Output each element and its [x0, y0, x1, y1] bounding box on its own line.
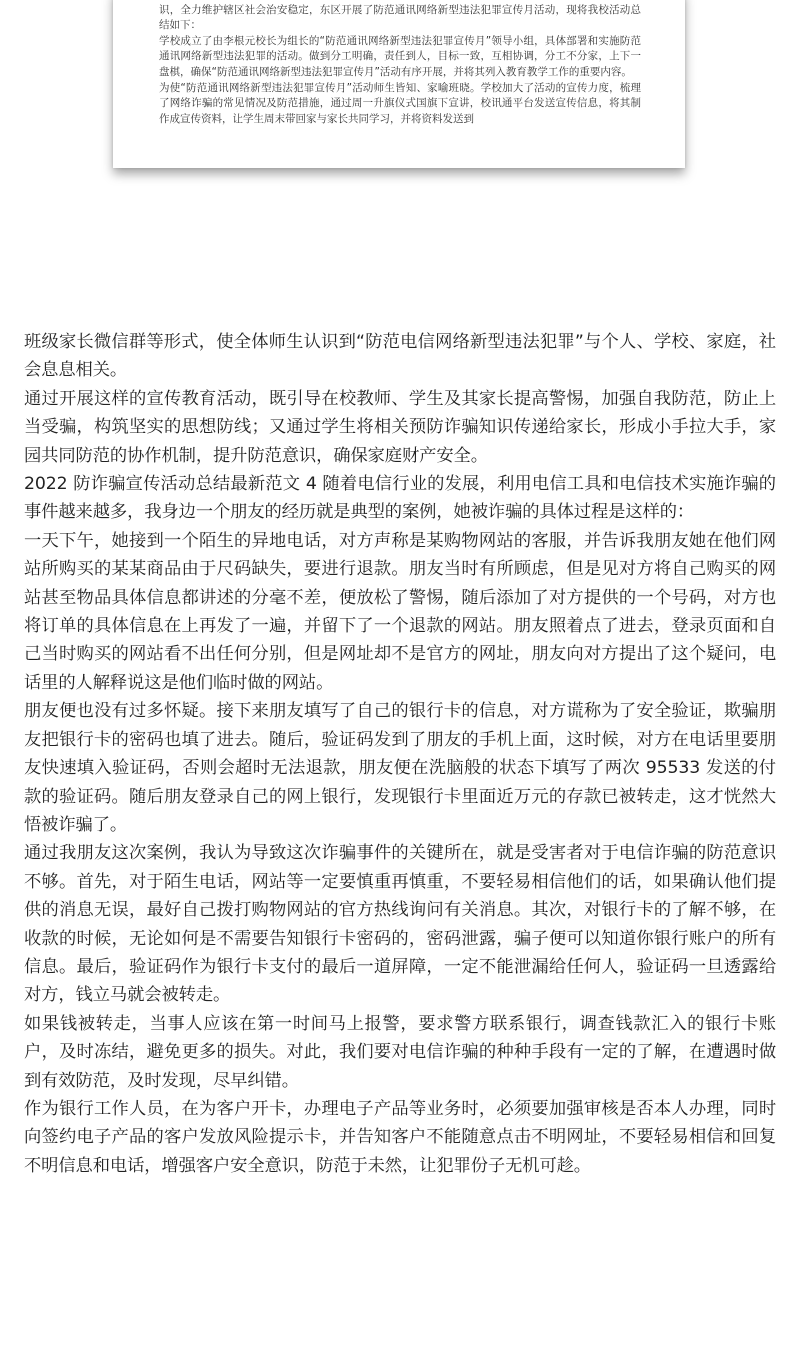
preview-paragraph: 为使“防范通讯网络新型违法犯罪宣传月”活动师生皆知、家喻班晓。学校加大了活动的宣传力度，梳理了网络诈骗的常见情况及防范措施，通过周一升旗仪式国旗下宣讲，校讯通平台发送宣传信息，将其制作成宣传资料，让学生周末带回家与家长共同学习，并将资料发送到 [159, 81, 641, 125]
document-body [24, 328, 776, 1180]
body-paragraph: 如果钱被转走，当事人应该在第一时间马上报警，要求警方联系银行，调查钱款汇入的银行卡账户，及时冻结，避免更多的损失。对此，我们要对电信诈骗的种种手段有一定的了解，在遭遇时做到有效防范，及时发现，尽早纠错。 [24, 1013, 776, 1091]
body-paragraph: 作为银行工作人员，在为客户开卡，办理电子产品等业务时，必须要加强审核是否本人办理，同时向签约电子产品的客户发放风险提示卡，并告知客户不能随意点击不明网址，不要轻易相信和回复不明信息和电话，增强客户安全意识，防范于未然，让犯罪份子无机可趁。 [24, 1098, 776, 1176]
preview-paragraph: 学校成立了由李根元校长为组长的“防范通讯网络新型违法犯罪宣传月”领导小组，具体部署和实施防范通讯网络新型违法犯罪的活动。做到分工明确，责任到人，目标一致，互相协调，分工不分家，上下一盘棋，确保“防范通讯网络新型违法犯罪宣传月”活动有序开展，并将其列入教育教学工作的重要内容。 [159, 34, 641, 78]
body-paragraph: 通过我朋友这次案例，我认为导致这次诈骗事件的关键所在，就是受害者对于电信诈骗的防范意识不够。首先，对于陌生电话，网站等一定要慎重再慎重，不要轻易相信他们的话，如果确认他们提供的消息无误，最好自己拨打购物网站的官方热线询问有关消息。其次，对银行卡的了解不够，在收款的时候，无论如何是不需要告知银行卡密码的，密码泄露，骗子便可以知道你银行账户的所有信息。最后，验证码作为银行卡支付的最后一道屏障，一定不能泄漏给任何人，验证码一旦透露给对方，钱立马就会被转走。 [24, 843, 776, 1006]
preview-paragraph: 识，全力维护辖区社会治安稳定，东区开展了防范通讯网络新型违法犯罪宣传月活动，现将我校活动总结如下： [159, 3, 641, 32]
body-paragraph: 一天下午，她接到一个陌生的异地电话，对方声称是某购物网站的客服，并告诉我朋友她在他们网站所购买的某某商品由于尺码缺失，要进行退款。朋友当时有所顾虑，但是见对方将自己购买的网站甚至物品具体信息都讲述的分毫不差，便放松了警惕，随后添加了对方提供的一个号码，对方也将订单的具体信息在上再发了一遍，并留下了一个退款的网站。朋友照着点了进去，登录页面和自己当时购买的网站看不出任何分别，但是网址却不是官方的网址，朋友向对方提出了这个疑问，电话里的人解释说这是他们临时做的网站。 [24, 530, 776, 693]
body-paragraph: 2022 防诈骗宣传活动总结最新范文 4 随着电信行业的发展，利用电信工具和电信技术实施诈骗的事件越来越多，我身边一个朋友的经历就是典型的案例，她被诈骗的具体过程是这样的： [24, 474, 776, 523]
body-paragraph: 班级家长微信群等形式，使全体师生认识到“防范电信网络新型违法犯罪”与个人、学校、家庭，社会息息相关。 [24, 332, 776, 381]
body-paragraph: 朋友便也没有过多怀疑。接下来朋友填写了自己的银行卡的信息，对方谎称为了安全验证，欺骗朋友把银行卡的密码也填了进去。随后，验证码发到了朋友的手机上面，这时候，对方在电话里要朋友快速填入验证码，否则会超时无法退款，朋友便在洗脑般的状态下填写了两次 95533 发送的付款的验证码。随后朋友登录自己的网上银行，发现银行卡里面近万元的存款已被转走，这才恍然大悟被诈骗了。 [24, 701, 776, 835]
body-paragraph: 通过开展这样的宣传教育活动，既引导在校教师、学生及其家长提高警惕，加强自我防范，防止上当受骗，构筑坚实的思想防线；又通过学生将相关预防诈骗知识传递给家长，形成小手拉大手，家园共同防范的协作机制，提升防范意识，确保家庭财产安全。 [24, 388, 776, 466]
document-preview-card [113, 0, 685, 168]
